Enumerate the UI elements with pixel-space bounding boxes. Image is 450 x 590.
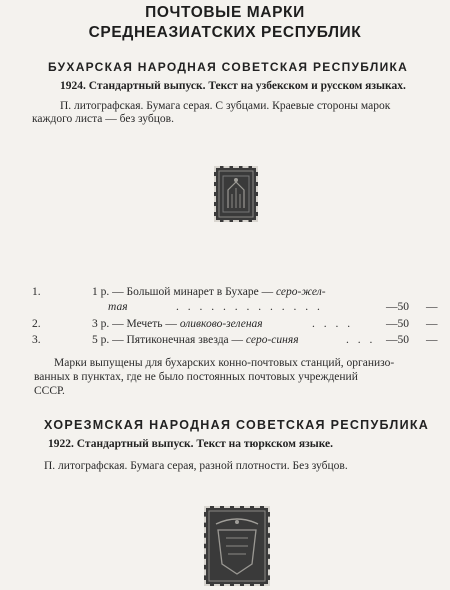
- stamp-color-cont: тая: [108, 301, 128, 313]
- stamp-denomination: 1 р.: [92, 286, 110, 298]
- price-dash: —: [426, 318, 438, 330]
- separator: —: [112, 334, 124, 346]
- bukhara-desc-line1: П. литографская. Бумага серая. С зубцами. Краевые стороны марок: [60, 100, 391, 112]
- stamp-engraving-icon: [216, 168, 256, 220]
- stamp-number: 1.: [32, 286, 41, 298]
- price-dash: —: [426, 301, 438, 313]
- separator: —: [112, 286, 124, 298]
- stamp-number: 2.: [32, 318, 41, 330]
- stamp-name: Мечеть —: [126, 318, 177, 330]
- stamp-name: Большой минарет в Бухаре —: [126, 286, 274, 298]
- bukhara-note-line1: Марки выпущены для бухарских конно-почтовых станций, организо-: [54, 357, 395, 369]
- stamp-denomination: 3 р.: [92, 318, 110, 330]
- page-title-line1: ПОЧТОВЫЕ МАРКИ: [145, 4, 305, 21]
- khorezm-heading: ХОРЕЗМСКАЯ НАРОДНАЯ СОВЕТСКАЯ РЕСПУБЛИКА: [44, 418, 430, 432]
- price-dash: —: [426, 334, 438, 346]
- stamp-color: оливково-зеленая: [179, 318, 263, 330]
- separator: —: [112, 318, 124, 330]
- stamp-price: —50: [386, 334, 409, 346]
- page-title-line2: СРЕДНЕАЗИАТСКИХ РЕСПУБЛИК: [88, 24, 362, 41]
- khorezm-desc: П. литографская. Бумага серая, разной плотности. Без зубцов.: [44, 460, 348, 472]
- stamp-color: серо-синяя: [245, 334, 299, 346]
- leader-dots: . . . . . . . . . . . . .: [176, 301, 323, 313]
- stamp-name: Пятиконечная звезда —: [126, 334, 244, 346]
- khorezm-stamp-image: [204, 506, 270, 586]
- stamp-color: серо-жел-: [275, 286, 326, 298]
- bukhara-issue: 1924. Стандартный выпуск. Текст на узбекском и русском языках.: [60, 80, 406, 92]
- leader-dots: . . . .: [312, 318, 354, 330]
- bukhara-note-line3: СССР.: [34, 385, 65, 397]
- bukhara-heading: БУХАРСКАЯ НАРОДНАЯ СОВЕТСКАЯ РЕСПУБЛИКА: [48, 60, 409, 74]
- bukhara-desc-line2: каждого листа — без зубцов.: [32, 113, 174, 125]
- stamp-number: 3.: [32, 334, 41, 346]
- bukhara-stamp-image: [214, 166, 258, 222]
- stamp-price: —50: [386, 301, 409, 313]
- khorezm-issue: 1922. Стандартный выпуск. Текст на тюркском языке.: [48, 438, 334, 450]
- stamp-denomination: 5 р.: [92, 334, 110, 346]
- bukhara-note-line2: ванных в пунктах, где не было постоянных почтовых учреждений: [34, 371, 358, 383]
- stamp-engraving-icon: [206, 508, 268, 584]
- leader-dots: . . .: [346, 334, 376, 346]
- stamp-price: —50: [386, 318, 409, 330]
